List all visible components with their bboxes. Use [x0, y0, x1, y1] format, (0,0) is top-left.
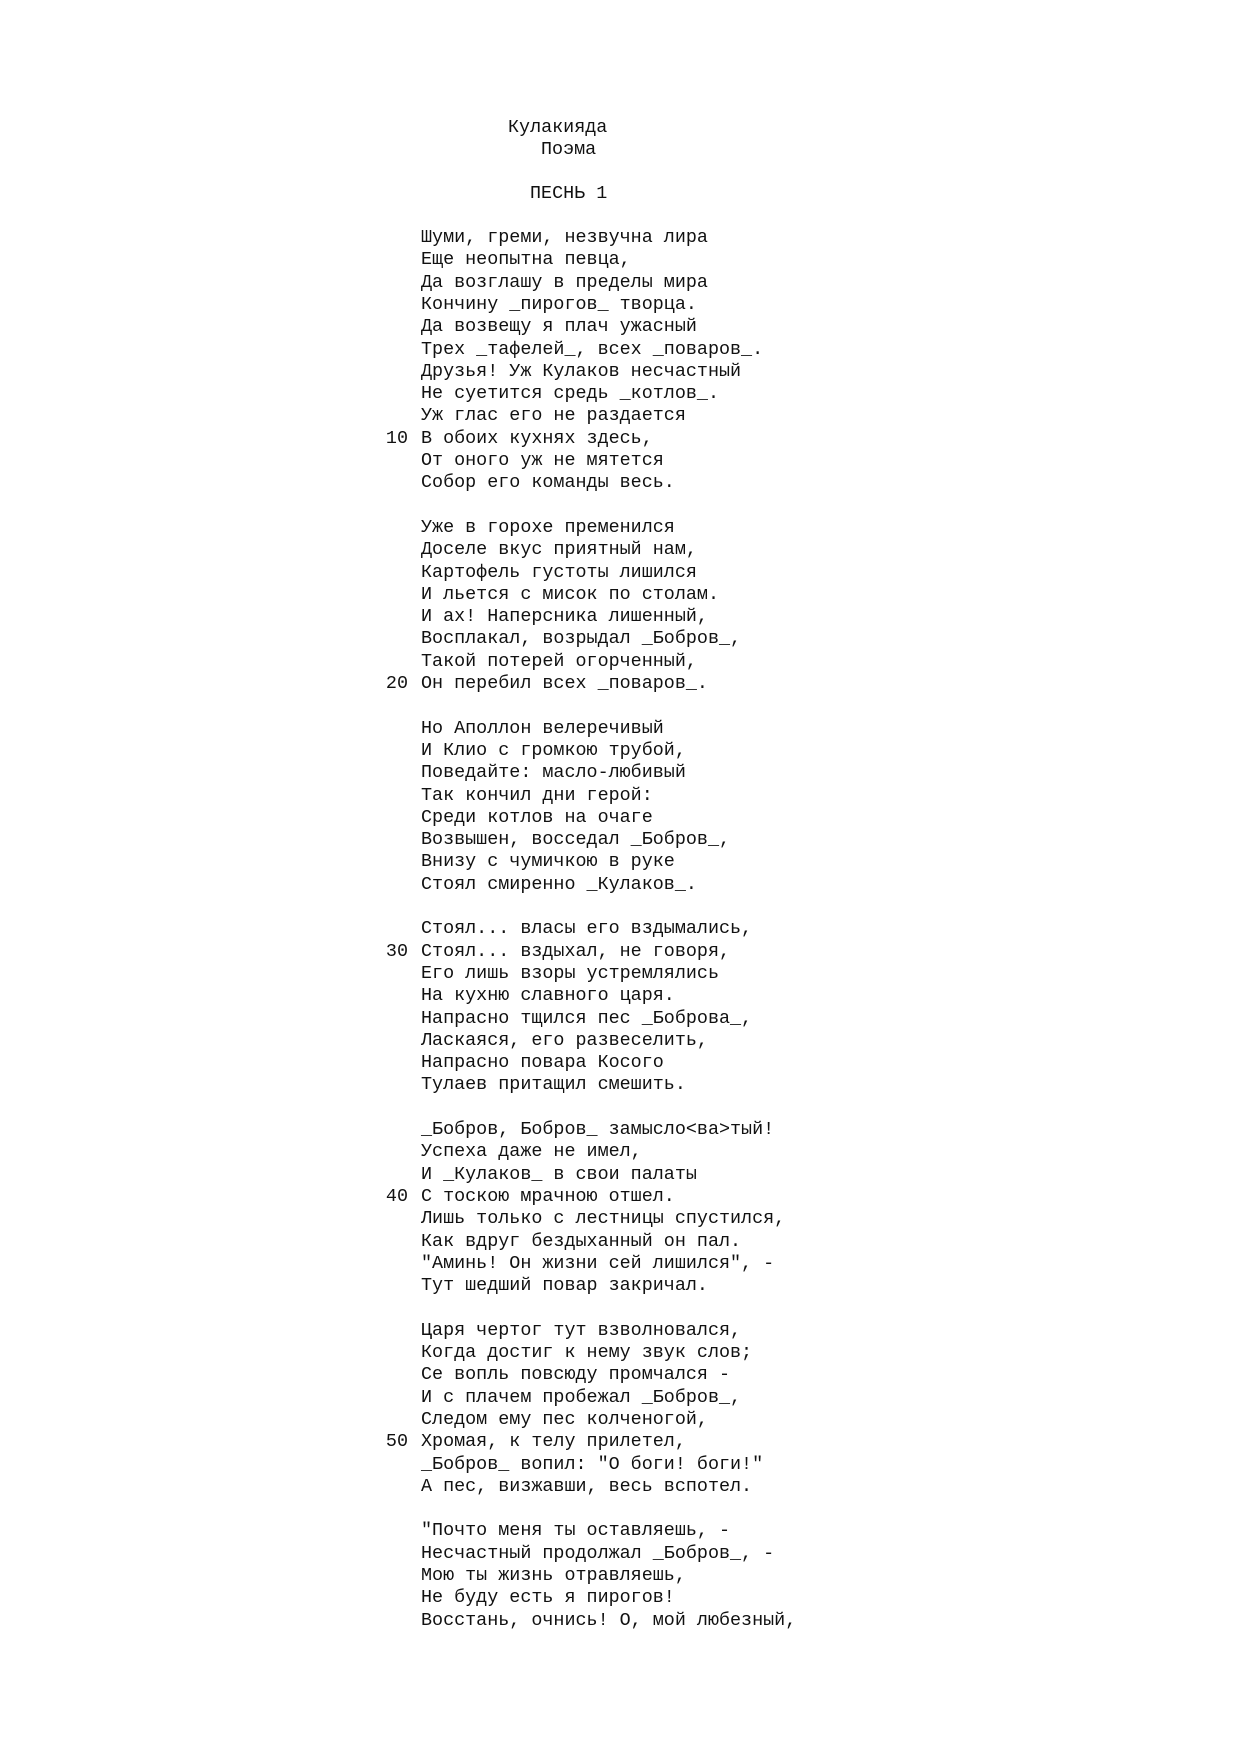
poem-line: И с плачем пробежал _Бобров_, — [421, 1387, 742, 1408]
poem-line: Напрасно повара Косого — [421, 1052, 664, 1073]
poem-line: Напрасно тщился пес _Боброва_, — [421, 1008, 753, 1029]
poem-line: Царя чертог тут взволновался, — [421, 1320, 742, 1341]
poem-line: Шуми, греми, незвучна лира — [421, 227, 708, 248]
poem-line: Так кончил дни герой: — [421, 785, 653, 806]
poem-line: Кончину _пирогов_ творца. — [421, 294, 697, 315]
poem-line: Лишь только с лестницы спустился, — [421, 1208, 786, 1229]
line-number: 20 — [385, 673, 408, 694]
poem-line: В обоих кухнях здесь, — [421, 428, 653, 449]
poem-line: С тоскою мрачною отшел. — [421, 1186, 675, 1207]
poem-line: Тулаев притащил смешить. — [421, 1074, 686, 1095]
poem-line: Картофель густоты лишился — [421, 562, 697, 583]
poem-line: И льется с мисок по столам. — [421, 584, 719, 605]
poem-line: Внизу с чумичкою в руке — [421, 851, 675, 872]
poem-line: Следом ему пес колченогой, — [421, 1409, 708, 1430]
poem-line: Его лишь взоры устремлялись — [421, 963, 719, 984]
poem-line: "Аминь! Он жизни сей лишился", - — [421, 1253, 775, 1274]
poem-line: Друзья! Уж Кулаков несчастный — [421, 361, 742, 382]
poem-line: Тут шедший повар закричал. — [421, 1275, 708, 1296]
poem-line: Хромая, к телу прилетел, — [421, 1431, 686, 1452]
poem-line: Поведайте: масло-любивый — [421, 762, 686, 783]
poem-line: Когда достиг к нему звук слов; — [421, 1342, 753, 1363]
poem-line: Стоял... вздыхал, не говоря, — [421, 941, 731, 962]
poem-line: И ах! Наперсника лишенный, — [421, 606, 708, 627]
line-number: 10 — [385, 428, 408, 449]
poem-line: А пес, визжавши, весь вспотел. — [421, 1476, 753, 1497]
poem-line: Он перебил всех _поваров_. — [421, 673, 708, 694]
poem-line: Да возвещу я плач ужасный — [421, 316, 697, 337]
poem-line: Не буду есть я пирогов! — [421, 1587, 675, 1608]
line-number: 40 — [385, 1186, 408, 1207]
poem-line: Стоял... власы его вздымались, — [421, 918, 753, 939]
poem-line: Среди котлов на очаге — [421, 807, 653, 828]
poem-line: Доселе вкус приятный нам, — [421, 539, 697, 560]
poem-line: Трех _тафелей_, всех _поваров_. — [421, 339, 764, 360]
poem-line: Такой потерей огорченный, — [421, 651, 697, 672]
poem-line: Да возглашу в пределы мира — [421, 272, 708, 293]
poem-line: Мою ты жизнь отравляешь, — [421, 1565, 686, 1586]
poem-line: Уж глас его не раздается — [421, 405, 686, 426]
poem-line: От оного уж не мятется — [421, 450, 664, 471]
poem-line: На кухню славного царя. — [421, 985, 675, 1006]
poem-line: Стоял смиренно _Кулаков_. — [421, 874, 697, 895]
poem-line: Восстань, очнись! О, мой любезный, — [421, 1610, 797, 1631]
poem-line: Возвышен, восседал _Бобров_, — [421, 829, 731, 850]
poem-line: _Бобров, Бобров_ замысло<ва>тый! — [421, 1119, 775, 1140]
canto-heading: ПЕСНЬ 1 — [530, 183, 608, 204]
poem-line: Но Аполлон велеречивый — [421, 718, 664, 739]
poem-line: Ласкаяся, его развеселить, — [421, 1030, 708, 1051]
poem-line: Собор его команды весь. — [421, 472, 675, 493]
poem-line: И _Кулаков_ в свои палаты — [421, 1164, 697, 1185]
poem-line: Как вдруг бездыханный он пал. — [421, 1231, 742, 1252]
poem-line: "Почто меня ты оставляешь, - — [421, 1520, 731, 1541]
poem-line: И Клио с громкою трубой, — [421, 740, 686, 761]
poem-line: Уже в горохе пременился — [421, 517, 675, 538]
poem-line: Несчастный продолжал _Бобров_, - — [421, 1543, 775, 1564]
line-number: 30 — [385, 941, 408, 962]
poem-subtitle: Поэма — [541, 139, 597, 160]
poem-line: Се вопль повсюду промчался - — [421, 1364, 731, 1385]
poem-line: Еще неопытна певца, — [421, 249, 631, 270]
poem-line: _Бобров_ вопил: "О боги! боги!" — [421, 1454, 764, 1475]
poem-title: Кулакияда — [508, 117, 608, 138]
poem-line: Восплакал, возрыдал _Бобров_, — [421, 628, 742, 649]
line-number: 50 — [385, 1431, 408, 1452]
poem-line: Успеха даже не имел, — [421, 1141, 642, 1162]
poem-line: Не суетится средь _котлов_. — [421, 383, 719, 404]
